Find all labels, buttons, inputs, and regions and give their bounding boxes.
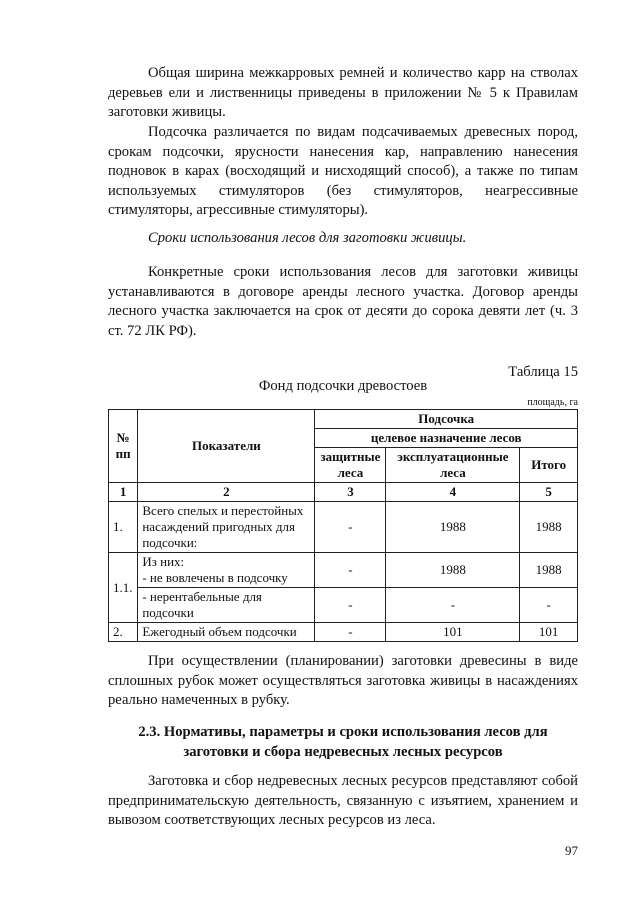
cell-exploitation: 101 — [386, 623, 520, 642]
col-number: 3 — [315, 483, 386, 502]
header-protective: защитные леса — [315, 448, 386, 483]
cell-exploitation: 1988 — [386, 553, 520, 588]
row-label: Всего спелых и перестойных насаждений пригодных для подсочки: — [138, 502, 315, 553]
header-total: Итого — [520, 448, 578, 483]
cell-protective: - — [315, 502, 386, 553]
table-title: Фонд подсочки древостоев — [258, 378, 428, 394]
table-number-label: Таблица 15 — [508, 364, 578, 380]
cell-protective: - — [315, 623, 386, 642]
row-number: 1. — [109, 502, 138, 553]
row-label: Из них: - не вовлечены в подсочку — [138, 553, 315, 588]
cell-exploitation: - — [386, 588, 520, 623]
tapping-fund-table — [108, 409, 578, 642]
col-number: 1 — [109, 483, 138, 502]
page-number: 97 — [565, 843, 578, 858]
cell-total: 1988 — [520, 502, 578, 553]
col-number: 5 — [520, 483, 578, 502]
paragraph-lease-periods: Конкретные сроки использования лесов для заготовки живицы устанавливаются в договоре аренды лесного участка. Договор аренды лесного участка заключается на срок от десяти до сорока девяти лет (ч. 3 ст. 72 ЛК РФ). — [108, 264, 578, 339]
table-row — [109, 502, 578, 553]
header-podsochka: Подсочка — [315, 410, 578, 429]
row-number: 1.1. — [109, 553, 138, 623]
col-number: 2 — [138, 483, 315, 502]
paragraph-non-timber: Заготовка и сбор недревесных лесных ресурсов представляют собой предпринимательскую деятельность, связанную с изъятием, хранением и вывозом соответствующих лесных ресурсов из леса. — [108, 773, 578, 828]
cell-protective: - — [315, 588, 386, 623]
row-number: 2. — [109, 623, 138, 642]
header-purpose: целевое назначение лесов — [315, 429, 578, 448]
cell-total: 1988 — [520, 553, 578, 588]
cell-protective: - — [315, 553, 386, 588]
col-number: 4 — [386, 483, 520, 502]
cell-total: - — [520, 588, 578, 623]
header-number: № пп — [109, 410, 138, 483]
row-label: Ежегодный объем подсочки — [138, 623, 315, 642]
subheading-periods: Сроки использования лесов для заготовки живицы. — [148, 230, 467, 246]
table-row — [109, 553, 578, 588]
header-indicators: Показатели — [138, 410, 315, 483]
paragraph-clearcut: При осуществлении (планировании) заготовки древесины в виде сплошных рубок может осуществляться заготовка живицы в насаждениях реально намеченных в рубку. — [108, 653, 578, 708]
cell-exploitation: 1988 — [386, 502, 520, 553]
table-unit: площадь, га — [527, 397, 578, 408]
cell-total: 101 — [520, 623, 578, 642]
table-row — [109, 588, 578, 623]
section-heading: 2.3. Нормативы, параметры и сроки использования лесов для заготовки и сбора недревесных лесных ресурсов — [138, 724, 548, 760]
row-label: - нерентабельные для подсочки — [138, 588, 315, 623]
table-row — [109, 623, 578, 642]
paragraph-gap-width: Общая ширина межкарровых ремней и количество карр на стволах деревьев ели и лиственницы приведены в приложении № 5 к Правилам заготовки живицы. — [108, 65, 578, 120]
header-exploitation: эксплуатационные леса — [386, 448, 520, 483]
paragraph-tapping-types: Подсочка различается по видам подсачиваемых древесных пород, срокам подсочки, ярусности нанесения кар, направлению нанесения подновок в карах (восходящий и нисходящий способ), а также по типам используемых стимуляторов (без стимуляторов, неагрессивные стимуляторы, агрессивные стимуляторы). — [108, 124, 578, 218]
